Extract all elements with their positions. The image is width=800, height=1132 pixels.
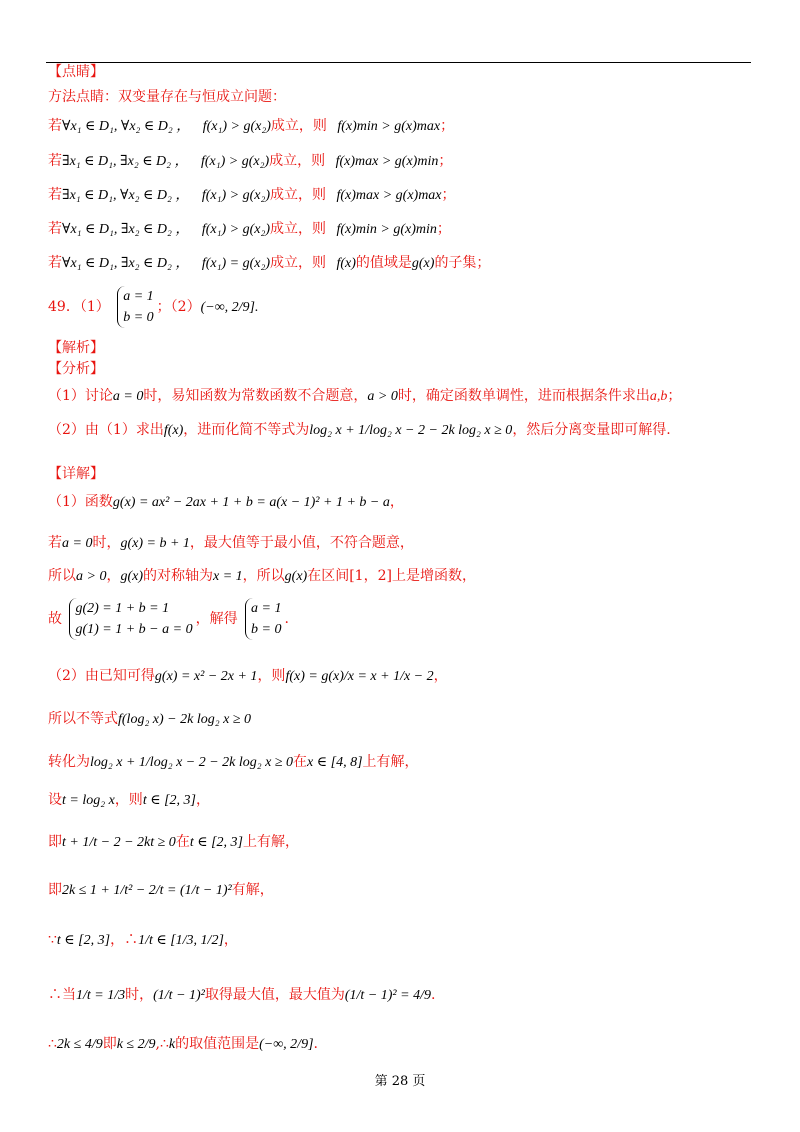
section-xiangjie: 【详解】 (48, 466, 104, 482)
detail-line-4: 故 g(2) = 1 + b = 1 g(1) = 1 + b − a = 0 ，解得 a = 1 b = 0 . (48, 598, 289, 640)
section-fenxi: 【分析】 (48, 361, 104, 377)
detail-line-1: （1）函数g(x) = ax² − 2ax + 1 + b = a(x − 1)² + 1 + b − a， (48, 494, 404, 510)
detail-line-5: （2）由已知可得g(x) = x² − 2x + 1，则f(x) = g(x)/x = x + 1/x − 2， (48, 668, 448, 684)
problem-answer: 49．（1） a = 1 b = 0 ；（2）(−∞, 2/9]. (48, 286, 259, 328)
page-number: 第 28 页 (374, 1074, 426, 1089)
header-rule (46, 62, 751, 63)
detail-line-3: 所以a > 0，g(x)的对称轴为x = 1，所以g(x)在区间[1，2]上是增函数， (48, 568, 476, 584)
detail-line-2: 若a = 0时，g(x) = b + 1，最大值等于最小值，不符合题意， (48, 535, 414, 551)
section-dianjing: 【点睛】 (48, 64, 104, 80)
method-rule-1: 若∀x₁ ∈ D₁, ∀x₂ ∈ D₂ ， f(x₁) > g(x₂)成立，则 f(x)min > g(x)max； (48, 118, 455, 134)
detail-line-9: 即t + 1/t − 2 − 2kt ≥ 0在t ∈ [2, 3]上有解， (48, 834, 299, 850)
detail-line-7: 转化为log₂ x + 1/log₂ x − 2 − 2k log₂ x ≥ 0在x ∈ [4, 8]上有解， (48, 754, 419, 770)
section-jiexi: 【解析】 (48, 340, 104, 356)
system-ab: a = 1 b = 0 (245, 598, 281, 640)
detail-line-13: ∴2k ≤ 4/9即k ≤ 2/9,∴k的取值范围是(−∞, 2/9]. (48, 1036, 318, 1052)
method-rule-4: 若∀x₁ ∈ D₁, ∃x₂ ∈ D₂ ， f(x₁) > g(x₂)成立，则 f(x)min > g(x)min； (48, 221, 451, 237)
detail-line-12: ∴当1/t = 1/3时，(1/t − 1)²取得最大值，最大值为(1/t − 1)² = 4/9. (48, 987, 436, 1003)
system-g: g(2) = 1 + b = 1 g(1) = 1 + b − a = 0 (69, 598, 192, 640)
answer-system: a = 1 b = 0 (117, 286, 153, 328)
method-rule-5: 若∀x₁ ∈ D₁, ∃x₂ ∈ D₂ ， f(x₁) = g(x₂)成立，则 f(x)的值域是g(x)的子集； (48, 255, 491, 271)
method-intro: 方法点睛：双变量存在与恒成立问题： (48, 89, 286, 105)
detail-line-6: 所以不等式f(log₂ x) − 2k log₂ x ≥ 0 (48, 711, 251, 727)
analysis-line-1: （1）讨论a = 0时，易知函数为常数函数不合题意，a > 0时，确定函数单调性，进而根据条件求出a,b； (48, 388, 682, 404)
method-rule-3: 若∃x₁ ∈ D₁, ∀x₂ ∈ D₂ ， f(x₁) > g(x₂)成立，则 f(x)max > g(x)max； (48, 187, 456, 203)
detail-line-8: 设t = log₂ x，则t ∈ [2, 3]， (48, 792, 210, 808)
detail-line-10: 即2k ≤ 1 + 1/t² − 2/t = (1/t − 1)²有解， (48, 882, 274, 898)
analysis-line-2: （2）由（1）求出f(x)，进而化简不等式为log₂ x + 1/log₂ x − 2 − 2k log₂ x ≥ 0，然后分离变量即可解得. (48, 422, 671, 438)
detail-line-11: ∵t ∈ [2, 3]，∴1/t ∈ [1/3, 1/2]， (48, 932, 238, 948)
method-rule-2: 若∃x₁ ∈ D₁, ∃x₂ ∈ D₂ ， f(x₁) > g(x₂)成立，则 f(x)max > g(x)min； (48, 153, 453, 169)
